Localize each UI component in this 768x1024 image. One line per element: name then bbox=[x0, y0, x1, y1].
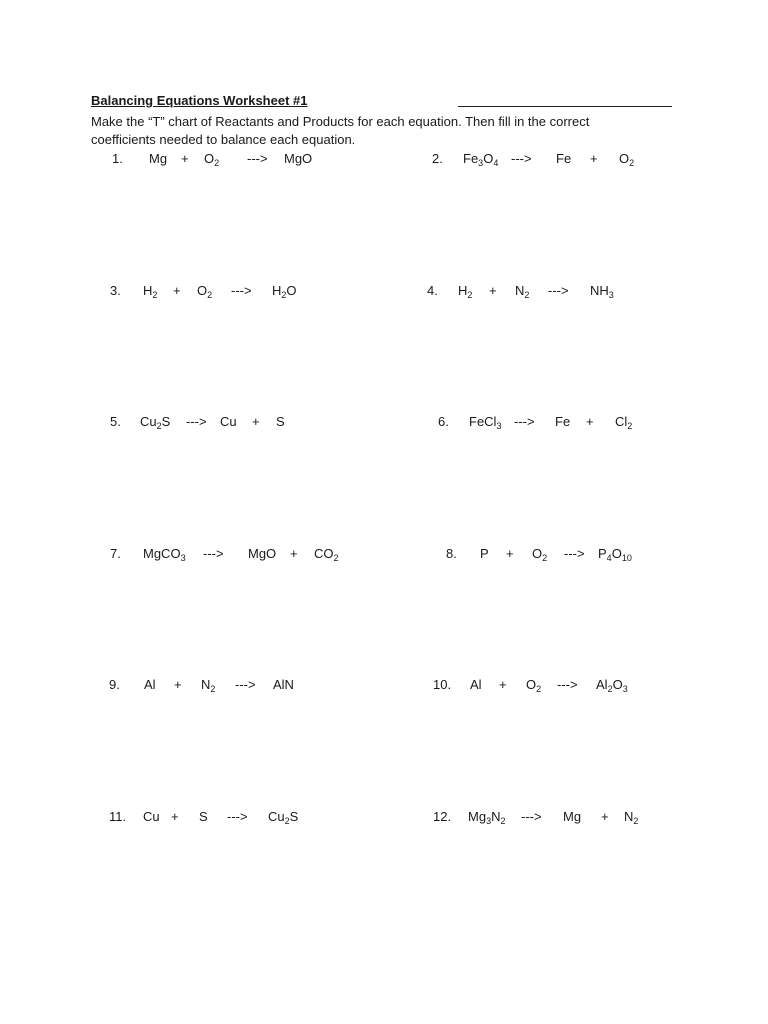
plus-sign: + bbox=[586, 414, 594, 429]
chemical-formula: Mg bbox=[149, 151, 168, 166]
chemical-formula: $P_4O_{10}$ bbox=[598, 546, 632, 563]
chemical-formula: AlN bbox=[273, 677, 294, 692]
reaction-arrow: ---> bbox=[521, 809, 542, 824]
worksheet-title: Balancing Equations Worksheet #1 bbox=[91, 93, 308, 108]
name-blank-line bbox=[458, 106, 672, 107]
plus-sign: + bbox=[590, 151, 598, 166]
reaction-arrow: ---> bbox=[235, 677, 256, 692]
equation-number: 7. bbox=[110, 546, 121, 561]
chemical-formula: $Cu_2S$ bbox=[140, 414, 171, 431]
chemical-formula: $CO_2$ bbox=[314, 546, 339, 563]
plus-sign: + bbox=[499, 677, 507, 692]
reaction-arrow: ---> bbox=[203, 546, 224, 561]
chemical-formula: $O_2$ bbox=[197, 283, 213, 300]
plus-sign: + bbox=[506, 546, 514, 561]
reaction-arrow: ---> bbox=[227, 809, 248, 824]
plus-sign: + bbox=[174, 677, 182, 692]
chemical-formula: Al bbox=[144, 677, 156, 692]
equation-number: 5. bbox=[110, 414, 121, 429]
chemical-formula: $N_2$ bbox=[624, 809, 639, 826]
chemical-formula: Cu bbox=[220, 414, 237, 429]
reaction-arrow: ---> bbox=[514, 414, 535, 429]
chemical-formula: $N_2$ bbox=[201, 677, 216, 694]
chemical-formula: $Al_2O_3$ bbox=[596, 677, 628, 694]
equation-number: 12. bbox=[433, 809, 452, 824]
chemical-formula: $N_2$ bbox=[515, 283, 530, 300]
reaction-arrow: ---> bbox=[557, 677, 578, 692]
reaction-arrow: ---> bbox=[186, 414, 207, 429]
chemical-formula: S bbox=[276, 414, 285, 429]
chemical-formula: $O_2$ bbox=[526, 677, 542, 694]
equation-number: 6. bbox=[438, 414, 449, 429]
equation-number: 8. bbox=[446, 546, 457, 561]
plus-sign: + bbox=[290, 546, 298, 561]
plus-sign: + bbox=[181, 151, 189, 166]
chemical-formula: $H_2$ bbox=[143, 283, 158, 300]
plus-sign: + bbox=[173, 283, 181, 298]
chemical-formula: $NH_3$ bbox=[590, 283, 614, 300]
reaction-arrow: ---> bbox=[247, 151, 268, 166]
chemical-formula: MgCO$_3$ bbox=[143, 546, 186, 563]
chemical-formula: $Mg_3N_2$ bbox=[468, 809, 506, 826]
chemical-formula: S bbox=[199, 809, 208, 824]
chemical-formula: $O_2$ bbox=[532, 546, 548, 563]
equation-number: 9. bbox=[109, 677, 120, 692]
chemical-formula: MgO bbox=[284, 151, 313, 166]
plus-sign: + bbox=[601, 809, 609, 824]
chemical-formula: $O_2$ bbox=[204, 151, 220, 168]
plus-sign: + bbox=[489, 283, 497, 298]
equation-number: 1. bbox=[112, 151, 123, 166]
chemical-formula: $H_2O$ bbox=[272, 283, 297, 300]
chemical-formula: P bbox=[480, 546, 489, 561]
equation-number: 3. bbox=[110, 283, 121, 298]
chemical-formula: $Fe_3O_4$ bbox=[463, 151, 499, 168]
chemical-formula: Mg bbox=[563, 809, 582, 824]
equation-number: 11. bbox=[109, 809, 127, 824]
reaction-arrow: ---> bbox=[564, 546, 585, 561]
reaction-arrow: ---> bbox=[548, 283, 569, 298]
chemical-formula: MgO bbox=[248, 546, 277, 561]
chemical-formula: $Cu_2S$ bbox=[268, 809, 299, 826]
plus-sign: + bbox=[252, 414, 260, 429]
chemical-formula: $O_2$ bbox=[619, 151, 635, 168]
equation-number: 4. bbox=[427, 283, 438, 298]
plus-sign: + bbox=[171, 809, 179, 824]
reaction-arrow: ---> bbox=[231, 283, 252, 298]
chemical-formula: Cu bbox=[143, 809, 160, 824]
chemical-formula: $Cl_2$ bbox=[615, 414, 633, 431]
instructions-line-2: coefficients needed to balance each equation. bbox=[91, 132, 356, 147]
instructions bbox=[91, 113, 651, 149]
chemical-formula: Al bbox=[470, 677, 482, 692]
chemical-formula: $H_2$ bbox=[458, 283, 473, 300]
chemical-formula: Fe bbox=[556, 151, 572, 166]
chemical-formula: Fe bbox=[555, 414, 571, 429]
chemical-formula: FeCl$_3$ bbox=[469, 414, 502, 431]
instructions-line-1: Make the “T” chart of Reactants and Products for each equation. Then fill in the correct bbox=[91, 114, 590, 129]
reaction-arrow: ---> bbox=[511, 151, 532, 166]
equation-number: 2. bbox=[432, 151, 443, 166]
equation-number: 10. bbox=[433, 677, 452, 692]
